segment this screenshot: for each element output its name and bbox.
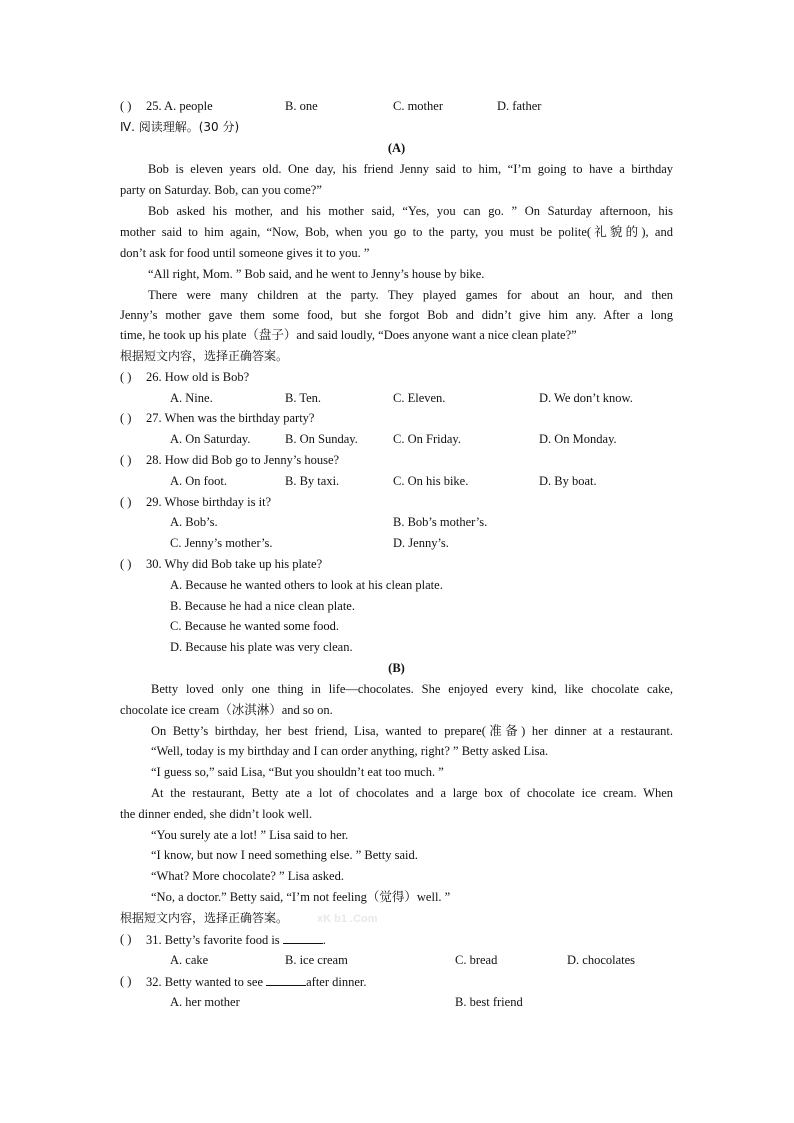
q31-option-a: A. cake — [170, 953, 209, 967]
q29-option-b: B. Bob’s mother’s. — [393, 515, 488, 529]
q28-option-a: A. On foot. — [170, 474, 227, 488]
q30-stem: 30. Why did Bob take up his plate? — [146, 557, 323, 571]
q32-stem-row — [146, 973, 367, 990]
q27-stem: 27. When was the birthday party? — [146, 411, 315, 425]
q29-stem: 29. Whose birthday is it? — [146, 495, 272, 509]
passage-a-line: Bob is eleven years old. One day, his friend Jenny said to him, “I’m going to have a birthday — [148, 162, 673, 176]
q25-stem: 25. A. people — [146, 99, 213, 113]
q27-option-a: A. On Saturday. — [170, 432, 251, 446]
q25-option-d: D. father — [497, 99, 542, 113]
passage-a-line: There were many children at the party. They played games for about an hour, and then — [148, 288, 673, 302]
q31-stem: 31. Betty’s favorite food is — [146, 933, 280, 947]
q32-stem-tail: after dinner. — [306, 975, 367, 989]
q32-answer-blank — [266, 973, 306, 986]
q28-option-b: B. By taxi. — [285, 474, 340, 488]
passage-a-line: don’t ask for food until someone gives it to you. ” — [120, 246, 370, 260]
q26-stem: 26. How old is Bob? — [146, 370, 250, 384]
q31-stem-tail: . — [322, 933, 326, 947]
q30-option-c: C. Because he wanted some food. — [170, 619, 340, 633]
passage-b-line: “Well, today is my birthday and I can order anything, right? ” Betty asked Lisa. — [151, 744, 549, 758]
q27-option-c: C. On Friday. — [393, 432, 461, 446]
passage-b-line: “I know, but now I need something else. ” Betty said. — [151, 848, 418, 862]
section-heading: Ⅳ. 阅读理解。(30 分) — [120, 120, 240, 134]
passage-a-line: Bob asked his mother, and his mother said, “Yes, you can go. ” On Saturday afternoon, his — [148, 204, 673, 218]
passage-b-line: Betty loved only one thing in life—chocolates. She enjoyed every kind, like chocolate cake, — [151, 682, 673, 696]
q31-paren: ( ) — [120, 932, 132, 946]
passage-a-label: (A) — [387, 141, 406, 155]
passage-b-line: “What? More chocolate? ” Lisa asked. — [151, 869, 344, 883]
q28-stem: 28. How did Bob go to Jenny’s house? — [146, 453, 340, 467]
q27-option-b: B. On Sunday. — [285, 432, 358, 446]
passage-b-line: On Betty’s birthday, her best friend, Lisa, wanted to prepare(准备) her dinner at a restaurant. — [151, 724, 673, 738]
passage-b-line: chocolate ice cream（冰淇淋）and so on. — [120, 703, 333, 717]
q28-option-d: D. By boat. — [539, 474, 597, 488]
q29-option-d: D. Jenny’s. — [393, 536, 449, 550]
passage-a-line: “All right, Mom. ” Bob said, and he went to Jenny’s house by bike. — [148, 267, 485, 281]
q26-option-b: B. Ten. — [285, 391, 322, 405]
q28-paren: ( ) — [120, 453, 132, 467]
q31-option-c: C. bread — [455, 953, 498, 967]
passage-a-line: Jenny’s mother gave them some food, but she forgot Bob and didn’t give him any. After a long — [120, 308, 673, 322]
passage-b-label: (B) — [388, 661, 405, 675]
passage-b-line: the dinner ended, she didn’t look well. — [120, 807, 313, 821]
q32-paren: ( ) — [120, 974, 132, 988]
q29-option-c: C. Jenny’s mother’s. — [170, 536, 273, 550]
passage-a-instruction: 根据短文内容，选择正确答案。 — [120, 349, 289, 363]
q31-option-b: B. ice cream — [285, 953, 348, 967]
passage-a-line: mother said to him again, “Now, Bob, when you go to the party, you must be polite(礼貌的), and — [120, 225, 673, 239]
q25-paren: ( ) — [120, 99, 132, 113]
q31-option-d: D. chocolates — [567, 953, 636, 967]
q28-option-c: C. On his bike. — [393, 474, 469, 488]
q31-answer-blank — [283, 931, 323, 944]
passage-b-line: At the restaurant, Betty ate a lot of chocolates and a large box of chocolate ice cream. When — [151, 786, 673, 800]
q29-paren: ( ) — [120, 495, 132, 509]
q26-option-c: C. Eleven. — [393, 391, 446, 405]
q27-option-d: D. On Monday. — [539, 432, 617, 446]
passage-b-line: “I guess so,” said Lisa, “But you shouldn’t eat too much. ” — [151, 765, 444, 779]
q26-option-a: A. Nine. — [170, 391, 213, 405]
q32-option-a: A. her mother — [170, 995, 240, 1009]
q25-option-c: C. mother — [393, 99, 443, 113]
passage-a-line: time, he took up his plate（盘子）and said loudly, “Does anyone want a nice clean plate?” — [120, 328, 577, 342]
q26-option-d: D. We don’t know. — [539, 391, 633, 405]
q29-option-a: A. Bob’s. — [170, 515, 218, 529]
passage-a-line: party on Saturday. Bob, can you come?” — [120, 183, 322, 197]
passage-b-line: “No, a doctor.” Betty said, “I’m not feeling（觉得）well. ” — [151, 890, 451, 904]
passage-b-line: “You surely ate a lot! ” Lisa said to her. — [151, 828, 349, 842]
q26-paren: ( ) — [120, 370, 132, 384]
q30-paren: ( ) — [120, 557, 132, 571]
q30-option-a: A. Because he wanted others to look at his clean plate. — [170, 578, 443, 592]
q32-option-b: B. best friend — [455, 995, 523, 1009]
q30-option-d: D. Because his plate was very clean. — [170, 640, 353, 654]
q32-stem: 32. Betty wanted to see — [146, 975, 263, 989]
watermark-text: xK b1 .Com — [317, 913, 378, 925]
q27-paren: ( ) — [120, 411, 132, 425]
passage-b-instruction: 根据短文内容，选择正确答案。 — [120, 911, 289, 925]
q31-stem-row — [146, 931, 326, 948]
q25-option-b: B. one — [285, 99, 318, 113]
q30-option-b: B. Because he had a nice clean plate. — [170, 599, 355, 613]
